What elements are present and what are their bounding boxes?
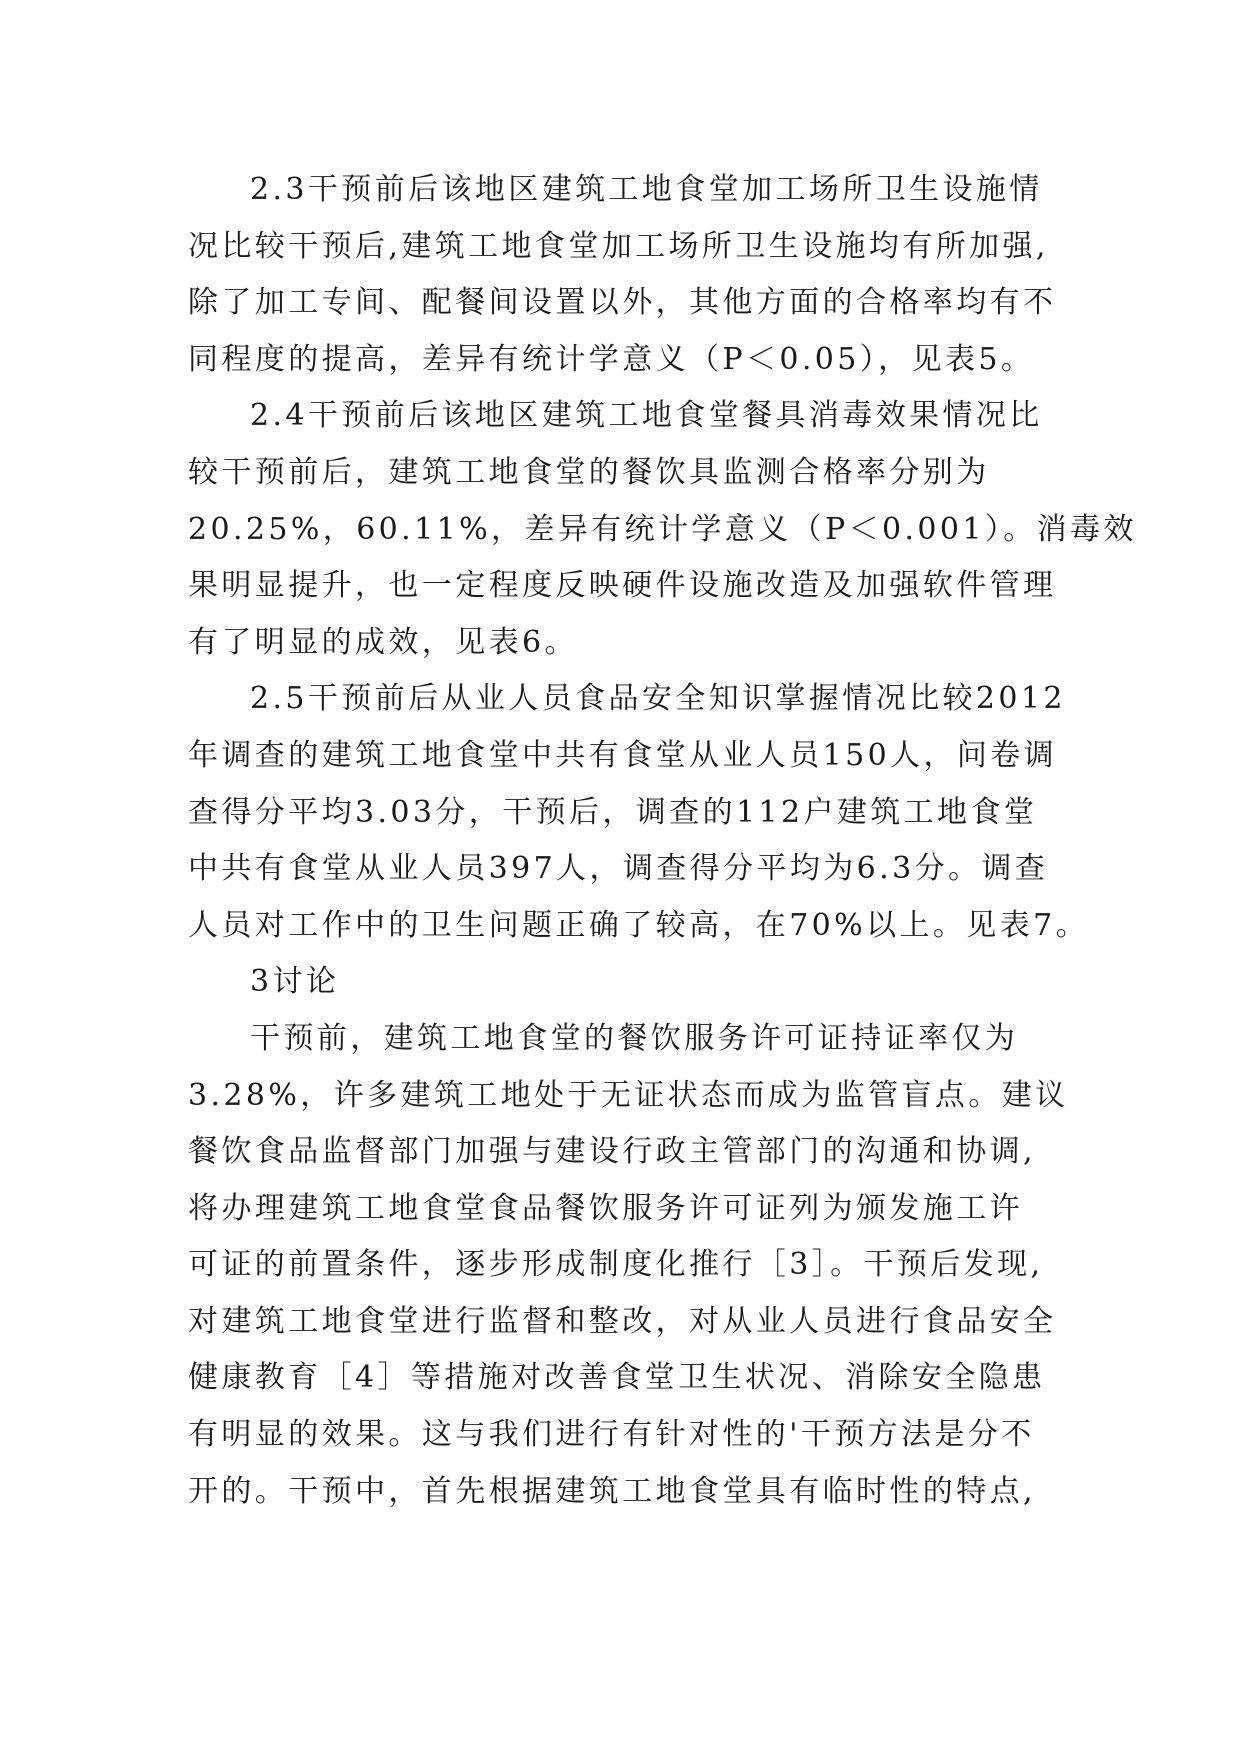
text-line: 年调查的建筑工地食堂中共有食堂从业人员150人，问卷调 <box>188 737 1058 773</box>
text-line: 况比较干预后,建筑工地食堂加工场所卫生设施均有所加强, <box>188 228 1049 264</box>
text-line: 干预前，建筑工地食堂的餐饮服务许可证持证率仅为 <box>250 1020 1019 1056</box>
text-line: 查得分平均3.03分，干预后，调查的112户建筑工地食堂 <box>188 794 1038 830</box>
text-line: 有了明显的成效，见表6。 <box>188 624 578 660</box>
text-line: 餐饮食品监督部门加强与建设行政主管部门的沟通和协调, <box>188 1134 1036 1170</box>
text-line: 较干预前后，建筑工地食堂的餐饮具监测合格率分别为 <box>188 454 990 490</box>
text-line: 2.4干预前后该地区建筑工地食堂餐具消毒效果情况比 <box>250 398 1043 434</box>
section-heading: 3讨论 <box>250 964 340 1000</box>
text-line: 3.28%，许多建筑工地处于无证状态而成为监管盲点。建议 <box>188 1077 1069 1113</box>
text-line: 中共有食堂从业人员397人，调查得分平均为6.3分。调查 <box>188 851 1049 887</box>
text-line: 同程度的提高，差异有统计学意义（P＜0.05），见表5。 <box>188 341 1035 377</box>
text-line: 2.5干预前后从业人员食品安全知识掌握情况比较2012 <box>250 681 1066 717</box>
text-line: 20.25%，60.11%，差异有统计学意义（P＜0.001）。消毒效 <box>188 511 1137 547</box>
text-line: 果明显提升，也一定程度反映硬件设施改造及加强软件管理 <box>188 568 1057 604</box>
text-line: 除了加工专间、配餐间设置以外，其他方面的合格率均有不 <box>188 285 1057 321</box>
text-line: 将办理建筑工地食堂食品餐饮服务许可证列为颁发施工许 <box>188 1190 1023 1226</box>
text-line: 2.3干预前后该地区建筑工地食堂加工场所卫生设施情 <box>250 172 1043 207</box>
text-line: 有明显的效果。这与我们进行有针对性的'干预方法是分不 <box>188 1417 1035 1453</box>
text-line: 对建筑工地食堂进行监督和整改，对从业人员进行食品安全 <box>188 1303 1057 1339</box>
text-line: 开的。干预中，首先根据建筑工地食堂具有临时性的特点, <box>188 1473 1036 1509</box>
text-line: 健康教育［4］等措施对改善食堂卫生状况、消除安全隐患 <box>188 1360 1046 1396</box>
document-body <box>188 162 1137 1520</box>
text-line: 可证的前置条件，逐步形成制度化推行［3］。干预后发现, <box>188 1247 1044 1283</box>
text-line: 人员对工作中的卫生问题正确了较高，在70%以上。见表7。 <box>188 907 1089 943</box>
